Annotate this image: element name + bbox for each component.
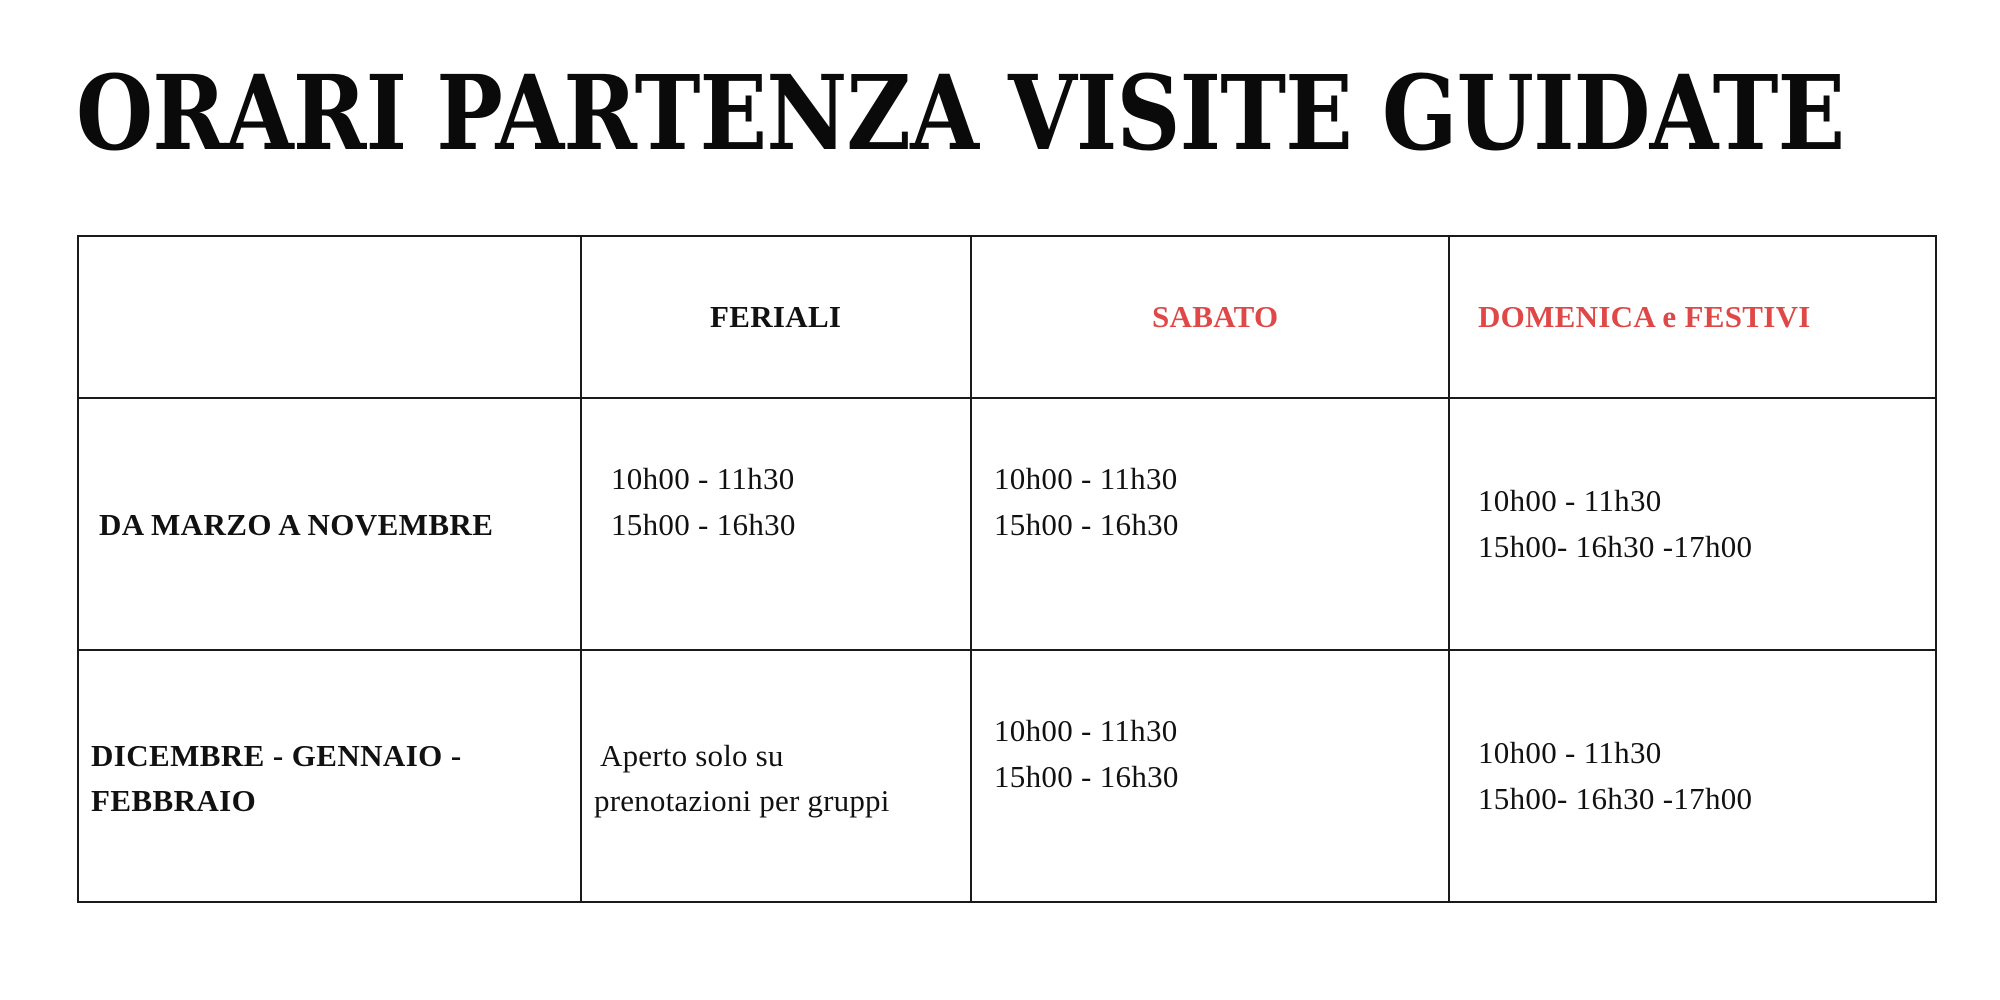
season-cell (78, 398, 581, 650)
time-slot: 15h00 - 16h30 (994, 507, 1179, 542)
time-slot: 15h00 - 16h30 (611, 507, 796, 542)
time-slot: 10h00 - 11h30 (1478, 735, 1662, 770)
header-feriali: FERIALI (710, 299, 842, 334)
time-slot: 15h00 - 16h30 (994, 759, 1179, 794)
page-title: ORARI PARTENZA VISITE GUIDATE (76, 53, 1845, 174)
time-slot: 10h00 - 11h30 (994, 713, 1178, 748)
domenica-times (1478, 478, 1935, 570)
domenica-cell (1449, 398, 1936, 650)
season-label-line: FEBBRAIO (91, 783, 257, 818)
feriali-cell (581, 398, 971, 650)
sabato-cell (971, 398, 1449, 650)
time-slot: 10h00 - 11h30 (1478, 483, 1662, 518)
time-slot: 10h00 - 11h30 (611, 461, 795, 496)
season-cell (78, 650, 581, 902)
time-slot: 10h00 - 11h30 (994, 461, 1178, 496)
time-slot: 15h00- 16h30 -17h00 (1478, 529, 1753, 564)
header-sabato: SABATO (1152, 299, 1279, 334)
header-domenica-festivi: DOMENICA e FESTIVI (1478, 299, 1811, 334)
feriali-times (611, 456, 970, 548)
season-label-line: DICEMBRE - GENNAIO - (91, 738, 462, 773)
header-cell-sabato (971, 236, 1449, 398)
time-slot: 15h00- 16h30 -17h00 (1478, 781, 1753, 816)
table-row (78, 650, 1936, 902)
season-label (91, 733, 580, 823)
sabato-times (994, 456, 1448, 548)
table-row (78, 398, 1936, 650)
sabato-cell (971, 650, 1449, 902)
schedule-table (77, 235, 1937, 903)
feriali-cell (581, 650, 971, 902)
booking-note-line: prenotazioni per gruppi (594, 783, 890, 818)
sabato-times (994, 708, 1448, 800)
booking-note-line: Aperto solo su (600, 738, 784, 773)
domenica-times (1478, 730, 1935, 822)
season-label: DA MARZO A NOVEMBRE (99, 506, 494, 542)
table-header-row (78, 236, 1936, 398)
empty-corner-cell (78, 236, 581, 398)
header-cell-domenica (1449, 236, 1936, 398)
domenica-cell (1449, 650, 1936, 902)
header-cell-feriali (581, 236, 971, 398)
booking-note (594, 733, 970, 823)
